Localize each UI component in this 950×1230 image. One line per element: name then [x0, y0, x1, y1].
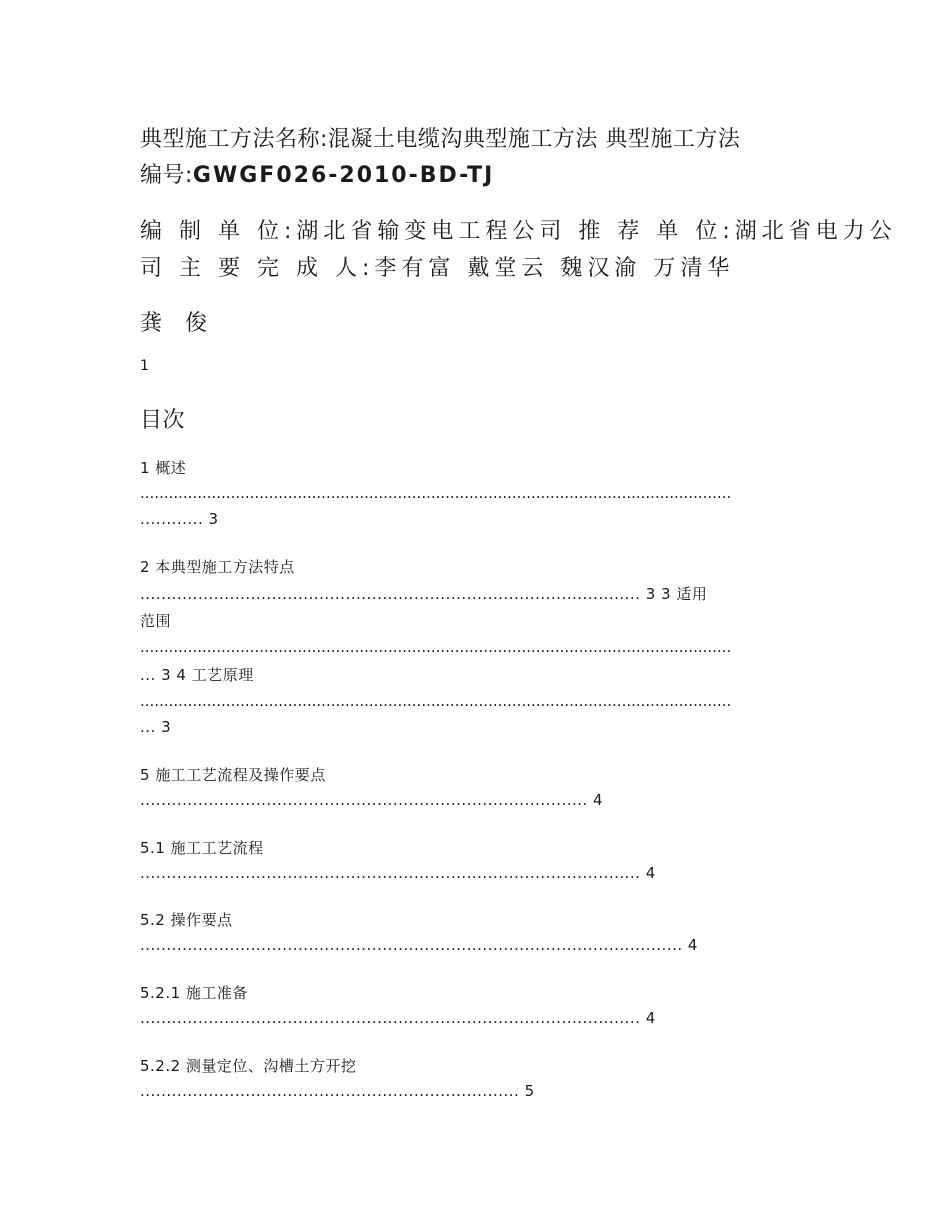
- toc-line: ............................................................................................... 4: [140, 864, 656, 882]
- toc-line: 2 本典型施工方法特点: [140, 558, 295, 576]
- toc-line: 5.2.1 施工准备: [140, 984, 248, 1002]
- method-name-line: 典型施工方法名称:混凝土电缆沟典型施工方法 典型施工方法: [140, 127, 741, 152]
- authors-line: 司 主 要 完 成 人:李有富 戴堂云 魏汉渝 万清华: [140, 256, 735, 281]
- toc-dots: ............................................................................................................................: [140, 692, 732, 710]
- toc-line: ....................................................................................................... 4: [140, 936, 698, 954]
- toc-line: 5.1 施工工艺流程: [140, 839, 264, 857]
- method-code-line: [140, 158, 494, 189]
- org-line: 编 制 单 位:湖北省输变电工程公司 推 荐 单 位:湖北省电力公: [140, 219, 897, 244]
- toc-line: 5.2 操作要点: [140, 911, 233, 929]
- toc-line: ........................................................................ 5: [140, 1082, 535, 1100]
- toc-line: ..................................................................................... 4: [140, 791, 604, 809]
- toc-dots: ............................................................................................................................: [140, 484, 732, 502]
- toc-line: 5.2.2 测量定位、沟槽土方开挖: [140, 1057, 357, 1075]
- page-number: 1: [140, 358, 149, 374]
- toc-line: ............................................................................................... 4: [140, 1009, 656, 1027]
- method-code: GWGF026-2010-BD-TJ: [192, 163, 495, 188]
- toc-line: ............................................................................................... 3 3 适用: [140, 585, 708, 603]
- method-code-label: 编号:: [140, 163, 193, 188]
- toc-line: 1 概述: [140, 459, 187, 477]
- toc-dots: ............................................................................................................................: [140, 638, 732, 656]
- toc-title: 目次: [140, 408, 186, 433]
- toc-line: ............ 3: [140, 510, 219, 528]
- toc-line: ... 3 4 工艺原理: [140, 666, 254, 684]
- toc-line: ... 3: [140, 718, 172, 736]
- toc-line: 范围: [140, 612, 172, 630]
- authors-line-cont: 龚 俊: [140, 311, 215, 336]
- toc-line: 5 施工工艺流程及操作要点: [140, 766, 326, 784]
